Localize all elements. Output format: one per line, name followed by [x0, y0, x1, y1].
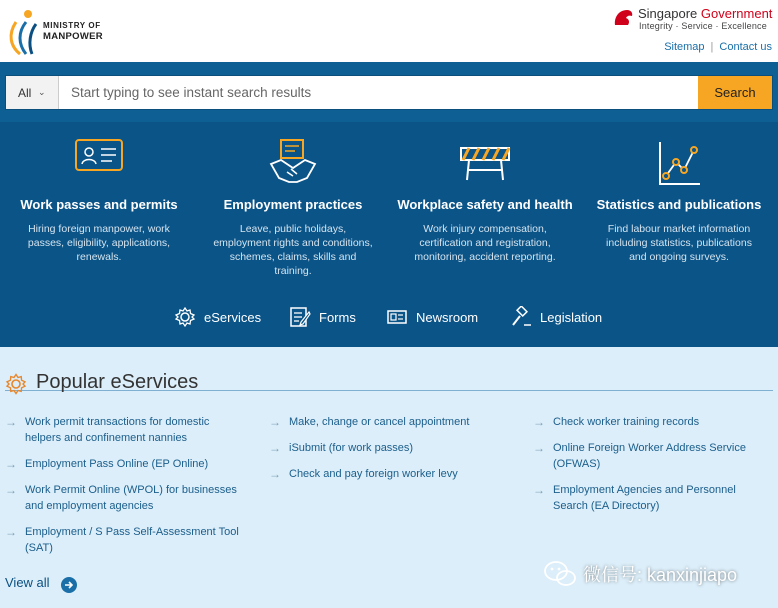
list-item[interactable]: → Employment Agencies and Personnel Search (EA Directory) [533, 483, 736, 512]
category-hero [0, 122, 778, 347]
section-title: Popular eServices [36, 371, 199, 393]
eservices-column-1 [5, 414, 245, 566]
category-desc: Work injury compensation, certification and registration, monitoring, accident reporting. [414, 223, 556, 263]
arrow-right-icon: → [5, 457, 17, 471]
chevron-down-icon: ⌄ [38, 87, 46, 97]
view-all-link[interactable]: View all [5, 575, 50, 590]
category-desc: Leave, public holidays, employment rights and conditions, schemes, claims, skills and training. [213, 223, 373, 277]
gavel-icon [510, 306, 532, 328]
arrow-right-icon: → [533, 415, 545, 429]
wechat-watermark: 微信号: kanxinjiapo [543, 559, 768, 589]
search-scope-select[interactable]: All ⌄ [6, 76, 59, 109]
category-desc: Find labour market information including statistics, publications and ongoing surveys. [606, 223, 752, 263]
popular-eservices-header [5, 361, 773, 391]
arrow-right-icon: → [533, 483, 545, 497]
arrow-right-icon: → [533, 441, 545, 455]
category-title: Work passes and permits [20, 197, 178, 212]
line-chart-icon [656, 140, 702, 188]
gear-icon [5, 373, 27, 395]
arrow-circle-icon [60, 576, 78, 594]
list-item[interactable]: → Check worker training records [533, 415, 700, 429]
eservices-column-3 [533, 414, 773, 524]
category-title: Workplace safety and health [397, 197, 573, 212]
search-bar [0, 62, 778, 122]
site-header [0, 0, 778, 62]
popular-eservices-section [0, 347, 778, 608]
contact-us-link[interactable]: Contact us [719, 41, 772, 53]
quick-links: eServices Forms Newsroom Legislation [0, 302, 778, 330]
list-item[interactable]: → Employment Pass Online (EP Online) [5, 457, 209, 471]
arrow-right-icon: → [5, 415, 17, 429]
id-card-icon [74, 138, 124, 174]
top-links: Sitemap | Contact us [664, 41, 772, 53]
list-item[interactable]: → Work Permit Online (WPOL) for businesses and employment agencies [5, 483, 237, 512]
barrier-icon [459, 144, 511, 182]
arrow-right-icon: → [5, 525, 17, 539]
handshake-icon [267, 138, 319, 186]
arrow-right-icon: → [5, 483, 17, 497]
logo-line2: MANPOWER [43, 31, 103, 42]
arrow-right-icon: → [269, 467, 281, 481]
list-item[interactable]: → Check and pay foreign worker levy [269, 467, 458, 481]
list-item[interactable]: → Work permit transactions for domestic helpers and confinement nannies [5, 415, 210, 444]
list-item[interactable]: → iSubmit (for work passes) [269, 441, 414, 455]
category-title: Employment practices [223, 197, 363, 212]
logo-line1: MINISTRY OF [43, 21, 101, 30]
lion-head-icon [612, 7, 634, 29]
sitemap-link[interactable]: Sitemap [664, 41, 705, 53]
category-title: Statistics and publications [596, 197, 762, 212]
arrow-right-icon: → [269, 415, 281, 429]
wechat-icon [543, 560, 577, 588]
mom-logo[interactable] [6, 6, 116, 56]
list-item[interactable]: → Employment / S Pass Self-Assessment Tool (SAT) [5, 525, 239, 554]
category-desc: Hiring foreign manpower, work passes, eligibility, applications, renewals. [27, 223, 171, 263]
list-item[interactable]: → Make, change or cancel appointment [269, 415, 470, 429]
gear-icon [174, 306, 196, 328]
mom-logo-icon [6, 6, 42, 56]
arrow-right-icon: → [269, 441, 281, 455]
gov-title: Singapore Government [638, 6, 773, 21]
eservices-column-2 [269, 414, 509, 492]
singapore-government-brand[interactable] [612, 6, 772, 34]
form-icon [289, 306, 311, 328]
newspaper-icon [386, 306, 408, 328]
search-box [5, 75, 773, 110]
gov-tagline: Integrity · Service · Excellence [639, 21, 767, 31]
search-button[interactable]: Search [698, 76, 772, 109]
search-input[interactable] [59, 76, 704, 109]
list-item[interactable]: → Online Foreign Worker Address Service (OFWAS) [533, 441, 746, 470]
